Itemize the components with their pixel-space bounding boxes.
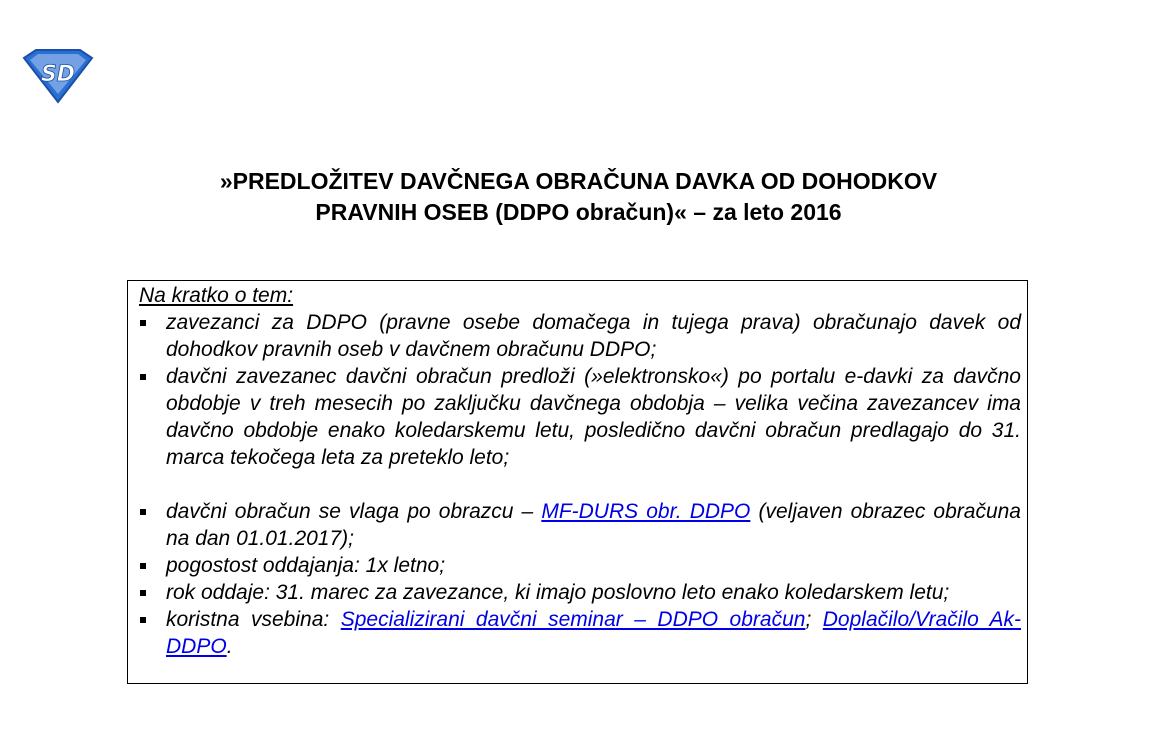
item-text: koristna vsebina: [166, 608, 341, 631]
svg-text:SD: SD [40, 62, 76, 87]
doplacilo-vracilo-link[interactable]: Doplačilo/Vračilo Ak-DDPO [166, 608, 1021, 658]
seminar-link[interactable]: Specializirani davčni seminar – DDPO obračun [340, 608, 806, 631]
ddpo-form-link[interactable]: MF-DURS obr. DDPO [541, 500, 751, 523]
item-text: pogostost oddajanja: 1x letno; [166, 554, 446, 577]
title-line-2: PRAVNIH OSEB (DDPO obračun)« – za leto 2016 [315, 199, 842, 225]
bullet-icon [140, 320, 146, 326]
item-text: (veljaven obrazec obračuna na dan 01.01.2017); [166, 500, 1021, 550]
list-item [128, 606, 1028, 660]
list-item [128, 498, 1028, 552]
item-text: davčni zavezanec davčni obračun predloži (»elektronsko«) po portalu e-davki za davčno obdobje v treh mesecih po zaključku davčnega obdobja – velika večina zavezancev ima davčno obdobje enako koledarskemu letu, posledično davčni obračun predlagajo do 31. marca tekočega leta za preteklo leto; [166, 365, 1021, 469]
item-text: . [226, 635, 233, 658]
summary-box [127, 280, 1028, 684]
bullet-icon [140, 617, 146, 623]
list-item [128, 552, 1028, 579]
bullet-icon [140, 563, 146, 569]
item-text: zavezanci za DDPO (pravne osebe domačega in tujega prava) obračunajo davek od dohodkov pravnih oseb v davčnem obračunu DDPO; [166, 311, 1021, 361]
title-line-1: »PREDLOŽITEV DAVČNEGA OBRAČUNA DAVKA OD DOHODKOV [219, 168, 938, 194]
bullet-icon [140, 590, 146, 596]
item-separator: ; [805, 608, 823, 631]
document-title [0, 166, 1157, 228]
bullet-icon [140, 509, 146, 515]
list-item [128, 363, 1028, 471]
list-item [128, 579, 1028, 606]
list-spacer [128, 471, 1028, 498]
summary-list [128, 309, 1028, 660]
sd-shield-logo-icon [20, 48, 96, 104]
item-text: davčni obračun se vlaga po obrazcu – [166, 500, 542, 523]
bullet-icon [140, 374, 146, 380]
item-text: rok oddaje: 31. marec za zavezance, ki imajo poslovno leto enako koledarskem letu; [166, 581, 950, 604]
summary-heading: Na kratko o tem: [139, 284, 294, 307]
list-item [128, 309, 1028, 363]
